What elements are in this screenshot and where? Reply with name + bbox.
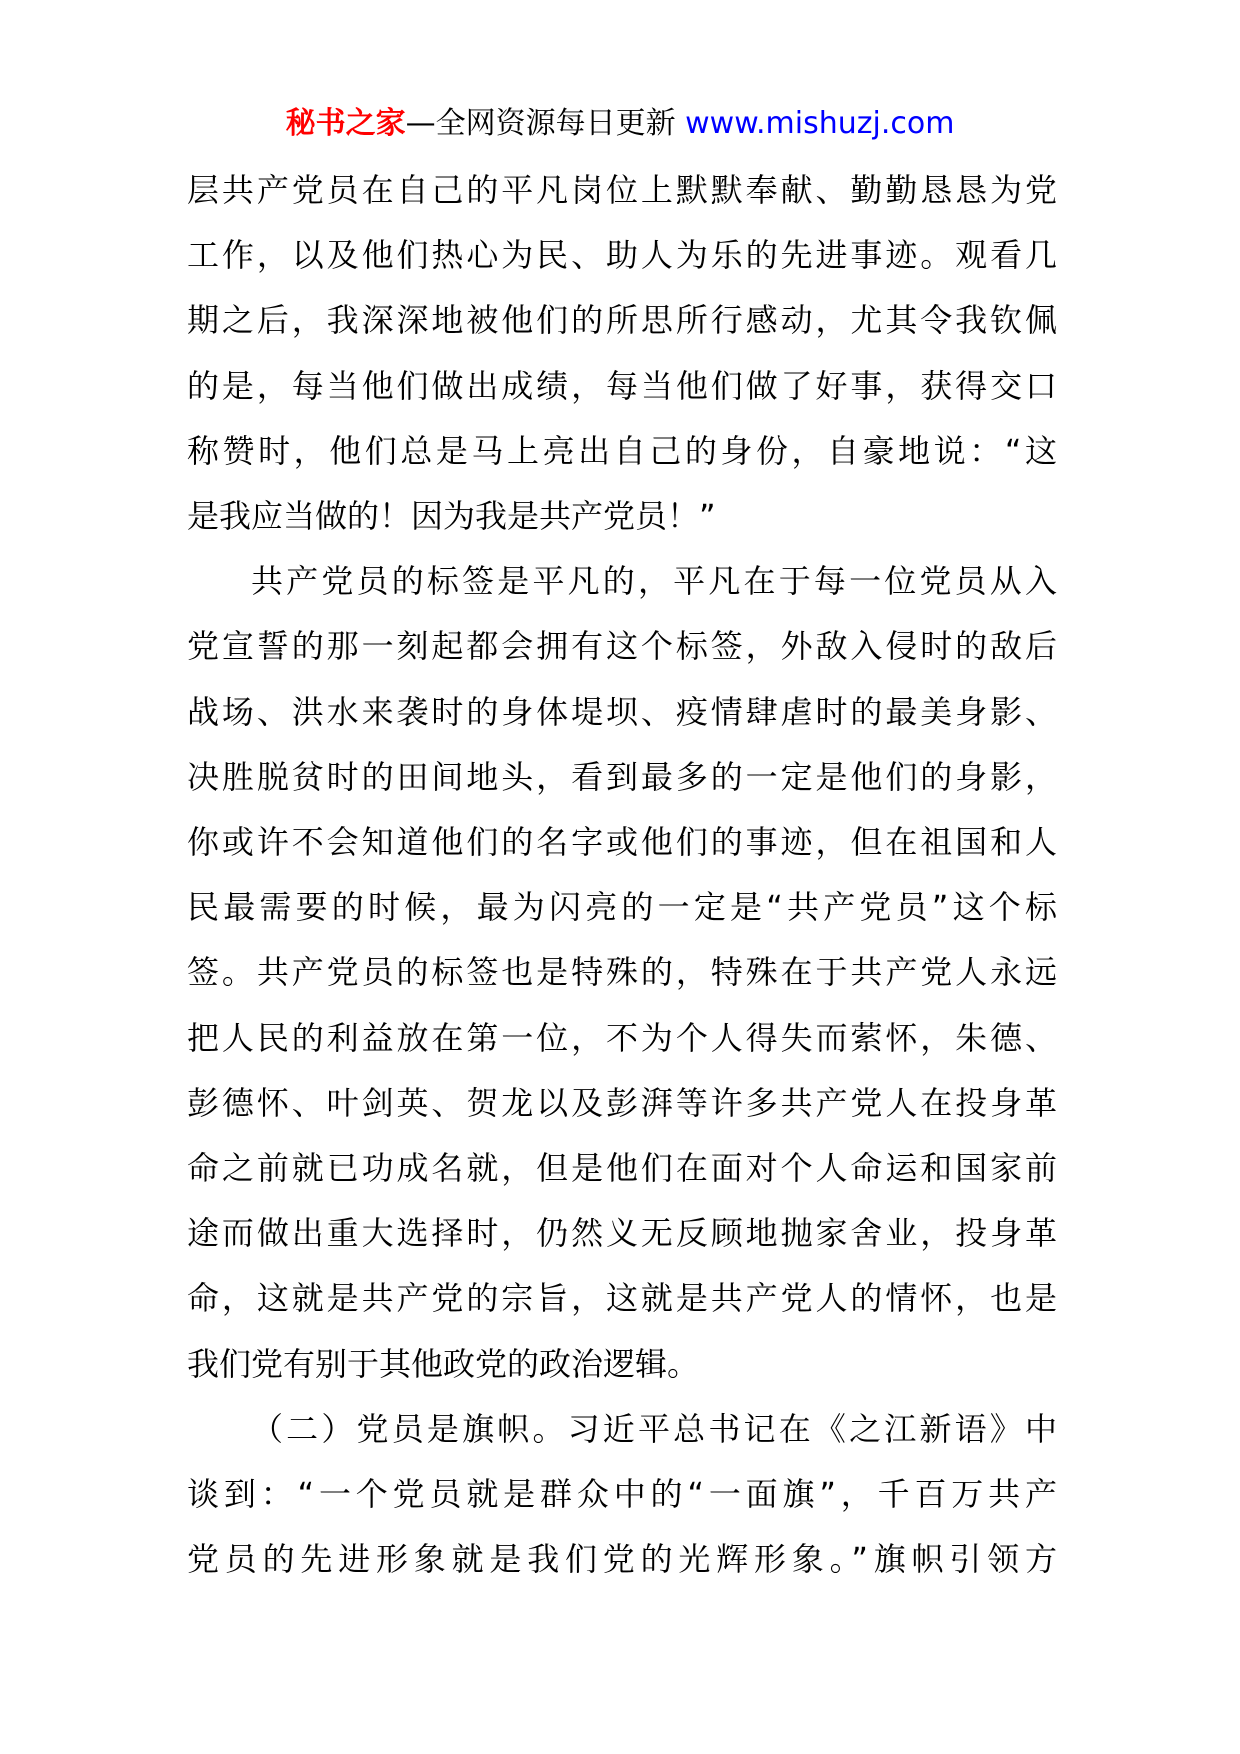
text-line: 层共产党员在自己的平凡岗位上默默奉献、勤勤恳恳为党 — [187, 171, 1057, 209]
page-header — [0, 104, 1240, 144]
paragraph-1 — [187, 158, 1057, 549]
text-line: 期之后，我深深地被他们的所思所行感动，尤其令我钦佩 — [187, 301, 1057, 340]
text-line: 命之前就已功成名就，但是他们在面对个人命运和国家前 — [187, 1149, 1057, 1188]
text-line: 你或许不会知道他们的名字或他们的事迹，但在祖国和人 — [187, 823, 1057, 862]
paragraph-2 — [187, 549, 1057, 1397]
text-line: 彭德怀、叶剑英、贺龙以及彭湃等许多共产党人在投身革 — [187, 1083, 1057, 1122]
brand-name: 秘书之家 — [285, 106, 406, 141]
header-tagline: —全网资源每日更新 — [405, 106, 676, 141]
text-line: 签。共产党员的标签也是特殊的，特殊在于共产党人永远 — [187, 953, 1057, 992]
text-line: 谈到：“一个党员就是群众中的“一面旗”，千百万共产 — [187, 1475, 1057, 1514]
text-line: 称赞时，他们总是马上亮出自己的身份，自豪地说：“这 — [187, 431, 1057, 470]
paragraph-3 — [187, 1397, 1057, 1593]
text-line: 党员的先进形象就是我们党的光辉形象。”旗帜引领方 — [187, 1540, 1057, 1579]
text-line: 命，这就是共产党的宗旨，这就是共产党人的情怀，也是 — [187, 1279, 1057, 1318]
text-line: 我们党有别于其他政党的政治逻辑。 — [187, 1344, 700, 1383]
text-line: 是我应当做的！因为我是共产党员！” — [187, 497, 716, 536]
text-line: 途而做出重大选择时，仍然义无反顾地抛家舍业，投身革 — [187, 1214, 1057, 1253]
text-line: 工作，以及他们热心为民、助人为乐的先进事迹。观看几 — [187, 236, 1057, 275]
text-line: 民最需要的时候，最为闪亮的一定是“共产党员”这个标 — [187, 888, 1057, 927]
website-url[interactable]: www.mishuzj.com — [685, 106, 955, 141]
text-line: （二）党员是旗帜。习近平总书记在《之江新语》中 — [251, 1409, 1057, 1448]
text-line: 党宣誓的那一刻起都会拥有这个标签，外敌入侵时的敌后 — [187, 627, 1057, 666]
text-line: 决胜脱贫时的田间地头，看到最多的一定是他们的身影， — [187, 757, 1057, 796]
text-line: 共产党员的标签是平凡的，平凡在于每一位党员从入 — [251, 562, 1057, 601]
text-line: 战场、洪水来袭时的身体堤坝、疫情肆虐时的最美身影、 — [187, 692, 1057, 731]
text-line: 把人民的利益放在第一位，不为个人得失而萦怀，朱德、 — [187, 1018, 1057, 1057]
document-body — [187, 158, 1057, 1592]
text-line: 的是，每当他们做出成绩，每当他们做了好事，获得交口 — [187, 366, 1057, 405]
